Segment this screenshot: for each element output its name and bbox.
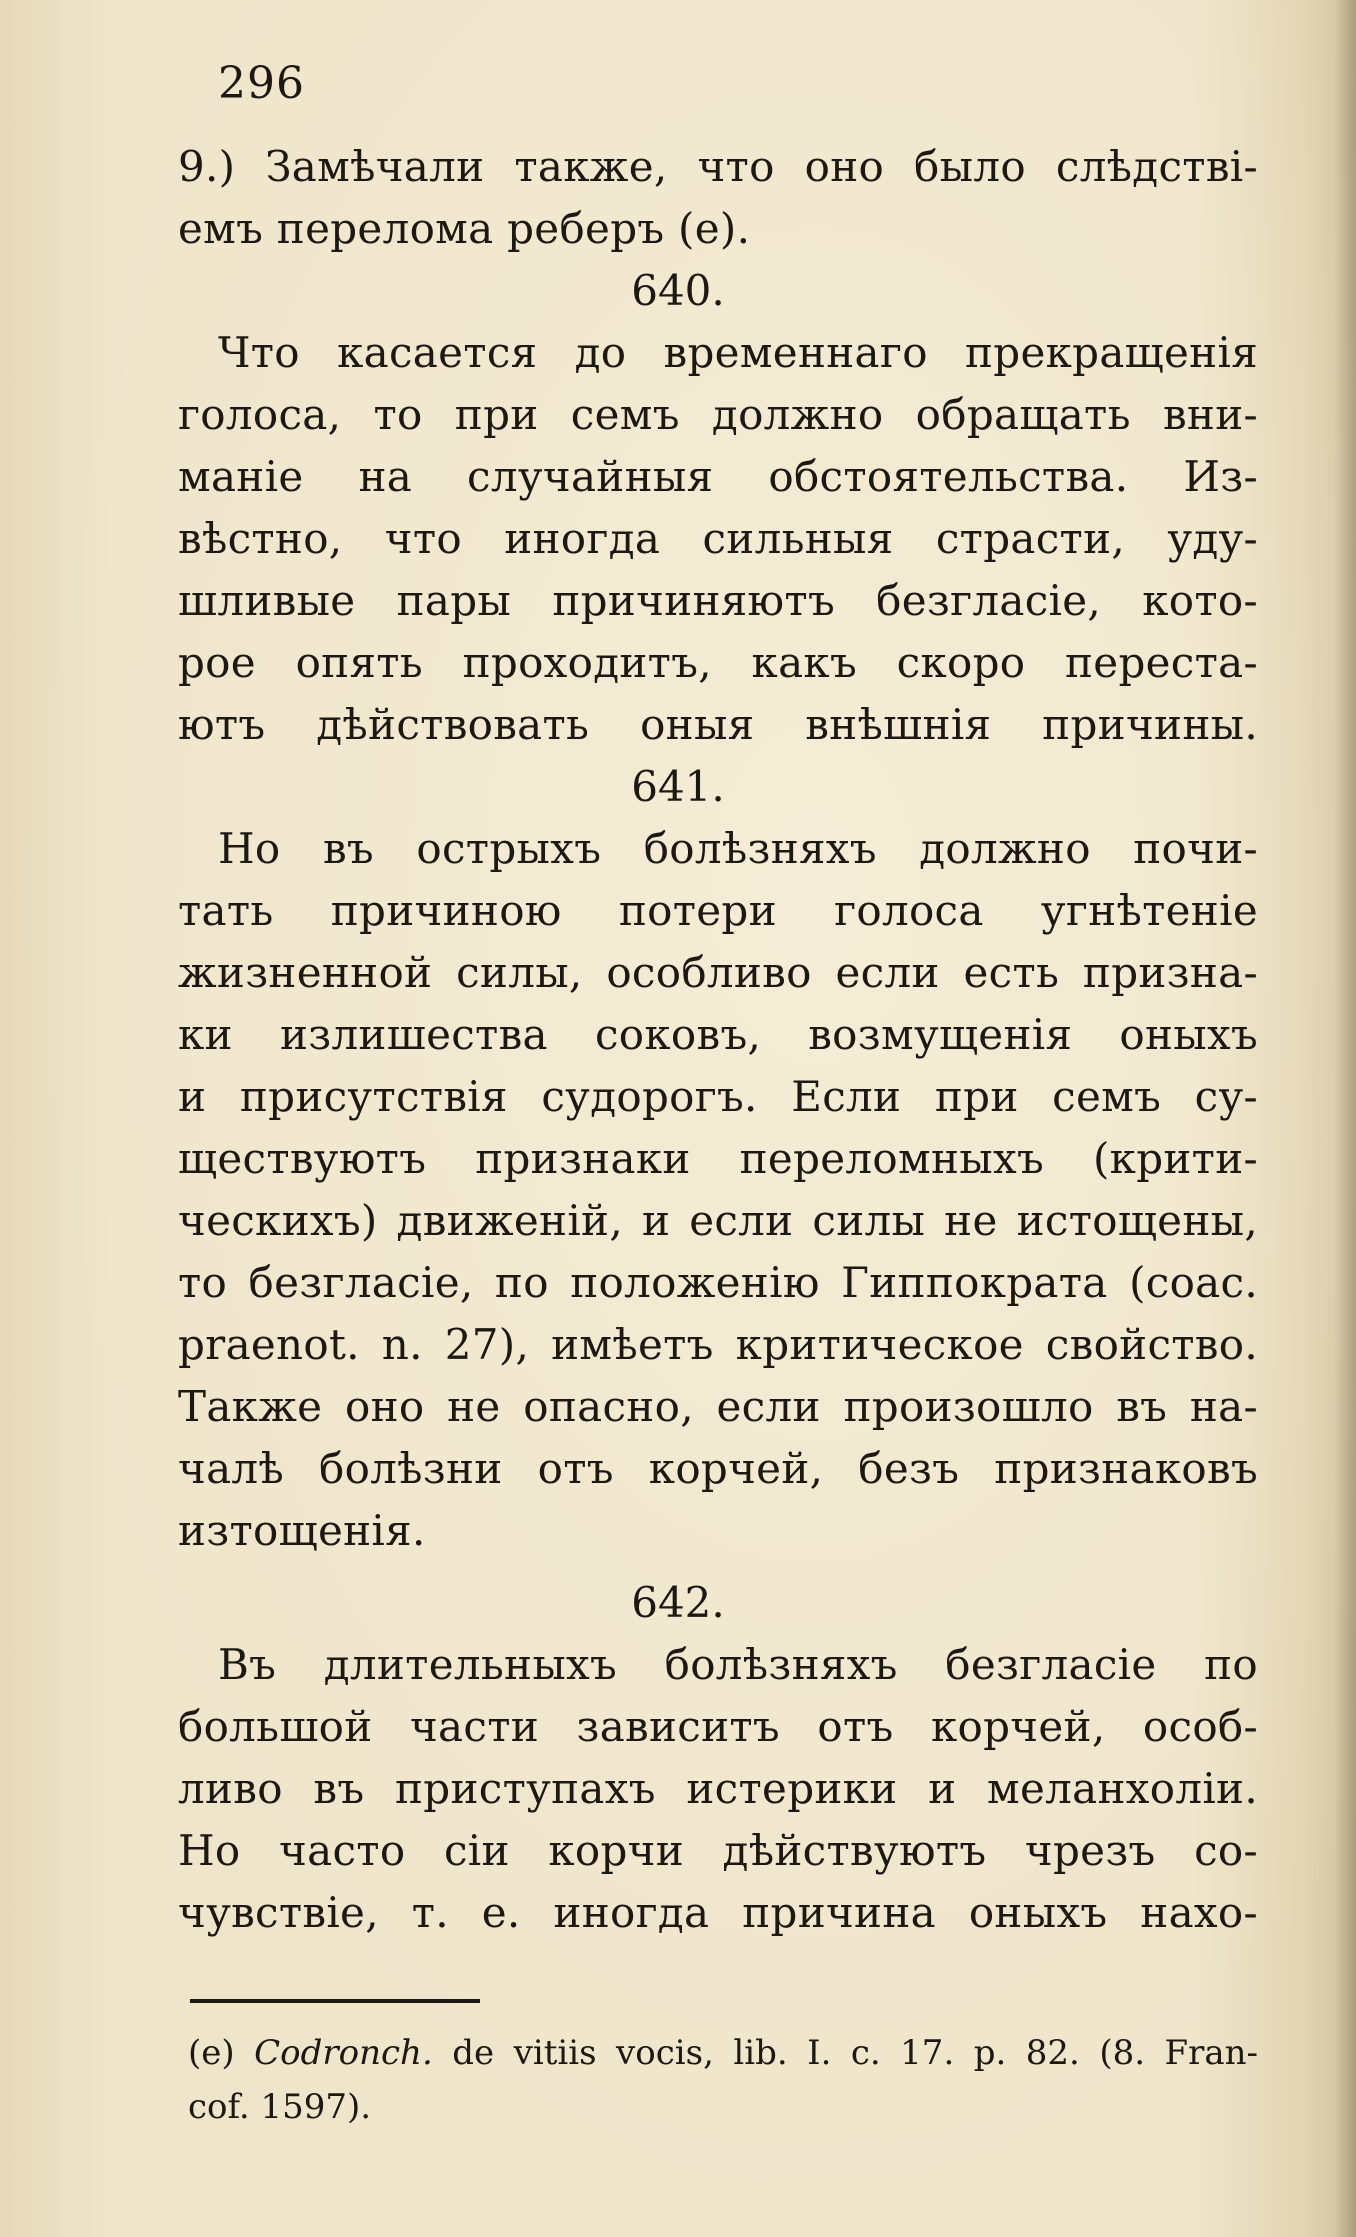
page-edge-shadow — [1334, 0, 1356, 2237]
text-line: то безгласіе, по положенію Гиппократа (coac. — [178, 1258, 1258, 1307]
text-line: ки излишества соковъ, возмущенія оныхъ — [178, 1010, 1258, 1059]
text-line: емъ перелома реберъ (е). — [178, 204, 751, 253]
text-line: шливые пары причиняютъ безгласіе, кото- — [178, 576, 1258, 625]
text-line: praenot. n. 27), имѣетъ критическое свойство. — [178, 1320, 1258, 1369]
text-line: большой части зависитъ отъ корчей, особ- — [178, 1702, 1258, 1751]
text-line: Въ длительныхъ болѣзняхъ безгласіе по — [218, 1640, 1258, 1689]
footnote-rule — [190, 1999, 480, 2003]
footnote-author: Codronch. — [254, 2033, 433, 2073]
footnote-line — [188, 2028, 1258, 2078]
text-line: чувствіе, т. е. иногда причина оныхъ нахо- — [178, 1888, 1258, 1937]
section-number: 641. — [631, 762, 725, 811]
text-line: ческихъ) движеній, и если силы не истощены, — [178, 1196, 1258, 1245]
text-line: маніе на случайныя обстоятельства. Из- — [178, 452, 1258, 501]
text-line: ществуютъ признаки переломныхъ (крити- — [178, 1134, 1258, 1183]
text-line: изтощенія. — [178, 1506, 426, 1555]
text-line: тать причиною потери голоса угнѣтеніе — [178, 886, 1258, 935]
text-line: рое опять проходитъ, какъ скоро переста- — [178, 638, 1258, 687]
section-number: 640. — [631, 266, 725, 315]
text-line: Но въ острыхъ болѣзняхъ должно почи- — [218, 824, 1258, 873]
text-line: Что касается до временнаго прекращенія — [218, 328, 1258, 377]
page-number: 296 — [218, 58, 305, 109]
text-line: ютъ дѣйствовать оныя внѣшнія причины. — [178, 700, 1258, 749]
text-line: голоса, то при семъ должно обращать вни- — [178, 390, 1258, 439]
section-number: 642. — [631, 1578, 725, 1627]
text-line: 9.) Замѣчали также, что оно было слѣдстві- — [178, 142, 1258, 191]
text-line: Также оно не опасно, если произошло въ на- — [178, 1382, 1258, 1431]
footnote-citation: de vitiis vocis, lib. I. c. 17. p. 82. (8. Fran- — [452, 2033, 1258, 2073]
footnote-marker: (e) — [188, 2033, 235, 2073]
footnote-line: cof. 1597). — [188, 2087, 372, 2127]
text-line: вѣстно, что иногда сильныя страсти, уду- — [178, 514, 1258, 563]
text-line: ливо въ приступахъ истерики и меланхоліи. — [178, 1764, 1258, 1813]
text-line: Но часто сіи корчи дѣйствуютъ чрезъ со- — [178, 1826, 1258, 1875]
text-line: жизненной силы, особливо если есть призна- — [178, 948, 1258, 997]
text-line: чалѣ болѣзни отъ корчей, безъ признаковъ — [178, 1444, 1258, 1493]
text-line: и присутствія судорогъ. Если при семъ су- — [178, 1072, 1258, 1121]
